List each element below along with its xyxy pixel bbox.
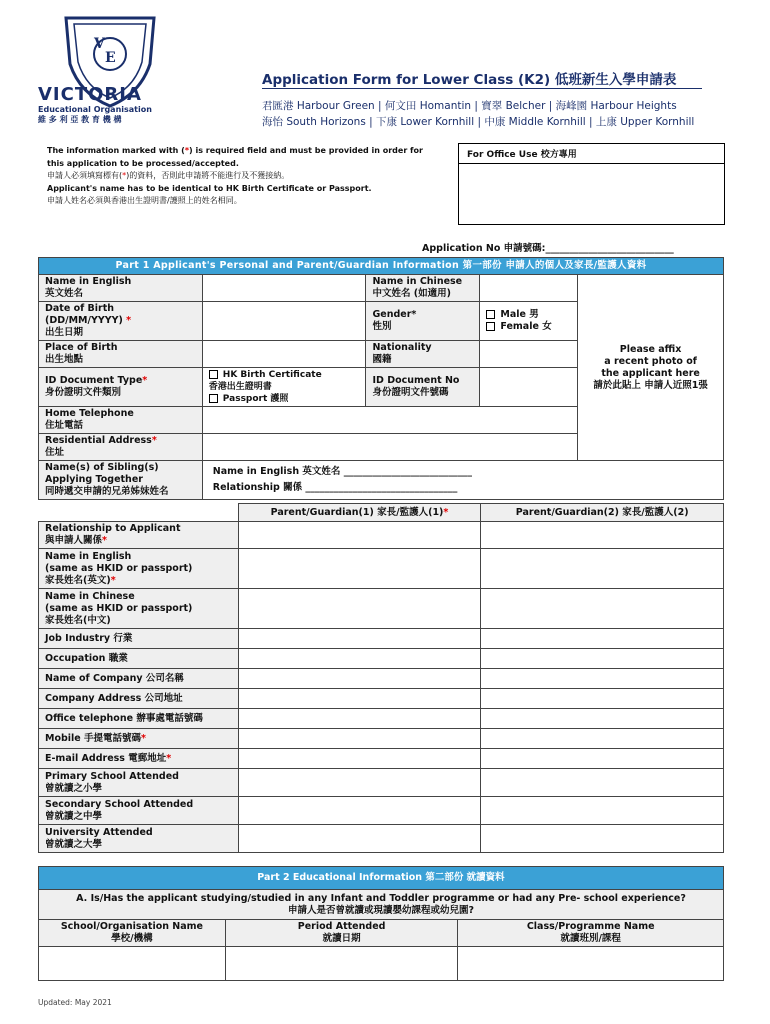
- name-en-field[interactable]: [202, 275, 366, 302]
- parent-row-label: Secondary School Attended 曾就讀之中學: [39, 797, 239, 825]
- parent-row-label: University Attended 曾就讀之大學: [39, 825, 239, 853]
- period-field[interactable]: [225, 947, 458, 981]
- parent-row: [39, 797, 724, 825]
- branches-line-1: 君匯港 Harbour Green | 何文田 Homantin | 寶翠 Belcher | 海峰園 Harbour Heights: [262, 100, 677, 112]
- part1-header: Part 1 Applicant's Personal and Parent/Guardian Information 第一部份 申請人的個人及家長/監護人資料: [39, 258, 724, 275]
- female-option[interactable]: Female 女: [486, 321, 571, 333]
- parent2-field[interactable]: [481, 797, 724, 825]
- parent-row: [39, 825, 724, 853]
- parent2-field[interactable]: [481, 549, 724, 589]
- org-chinese: 維 多 利 亞 教 育 機 構: [38, 115, 122, 124]
- gender-options: [480, 302, 578, 341]
- id-no-label: ID Document No 身份證明文件號碼: [366, 368, 480, 407]
- parent-row: [39, 549, 724, 589]
- school-field[interactable]: [39, 947, 226, 981]
- parent1-field[interactable]: [238, 649, 481, 669]
- blank-corner: [39, 504, 239, 522]
- dob-label: Date of Birth (DD/MM/YYYY) * 出生日期: [39, 302, 203, 341]
- parent-row: [39, 749, 724, 769]
- note-line-1: The information marked with (*) is required field and must be provided in order for this application to be processed/accepted.: [47, 146, 423, 168]
- parent2-field[interactable]: [481, 689, 724, 709]
- parent-row: [39, 629, 724, 649]
- footer-updated: Updated: May 2021: [38, 998, 112, 1007]
- parent-row: [39, 669, 724, 689]
- sibling-name-field[interactable]: Name in English 英文姓名 ___________________________: [212, 466, 472, 477]
- sibling-relationship-field[interactable]: Relationship 關係 ________________________________: [212, 482, 458, 493]
- parent1-header: Parent/Guardian(1) 家長/監護人(1)*: [238, 504, 481, 522]
- parent1-field[interactable]: [238, 669, 481, 689]
- home-tel-field[interactable]: [202, 407, 577, 434]
- photo-box: [578, 275, 724, 461]
- parent-row: [39, 649, 724, 669]
- parent1-field[interactable]: [238, 629, 481, 649]
- nationality-label: Nationality 國籍: [366, 341, 480, 368]
- org-name-block: [38, 84, 178, 125]
- parent1-field[interactable]: [238, 797, 481, 825]
- checkbox-icon[interactable]: [486, 310, 495, 319]
- branches: [262, 98, 694, 130]
- parent-row-label: Job Industry 行業: [39, 629, 239, 649]
- parent-row: [39, 729, 724, 749]
- org-subtitle: Educational Organisation: [38, 105, 152, 114]
- org-name: VICTORIA: [38, 84, 142, 105]
- parent2-field[interactable]: [481, 749, 724, 769]
- application-no[interactable]: Application No 申請號碼:___________________________: [422, 243, 674, 254]
- parent1-field[interactable]: [238, 729, 481, 749]
- note-line-2: 申請人必須填寫標有(*)的資料，否則此申請將不能進行及不獲接納。: [47, 171, 290, 180]
- shield-letter-e: E: [105, 50, 116, 66]
- parent1-field[interactable]: [238, 689, 481, 709]
- parent-row-label: Relationship to Applicant 與申請人關係*: [39, 522, 239, 549]
- id-type-label: ID Document Type* 身份證明文件類別: [39, 368, 203, 407]
- id-no-field[interactable]: [480, 368, 578, 407]
- school-col-header: School/Organisation Name 學校/機構: [39, 920, 226, 947]
- sibling-fields: [202, 461, 723, 500]
- parent2-field[interactable]: [481, 769, 724, 797]
- parent2-field[interactable]: [481, 825, 724, 853]
- checkbox-icon[interactable]: [209, 370, 218, 379]
- parent1-field[interactable]: [238, 825, 481, 853]
- parent1-field[interactable]: [238, 709, 481, 729]
- hkbc-option[interactable]: HK Birth Certificate 香港出生證明書: [208, 370, 322, 392]
- part1-table: [38, 257, 724, 500]
- gender-label: Gender* 性別: [366, 302, 480, 341]
- parent2-field[interactable]: [481, 669, 724, 689]
- parent1-field[interactable]: [238, 749, 481, 769]
- parent-row: [39, 522, 724, 549]
- res-addr-field[interactable]: [202, 434, 577, 461]
- parent2-field[interactable]: [481, 589, 724, 629]
- form-title: Application Form for Lower Class (K2) 低班新生入學申請表: [262, 72, 677, 88]
- parent-row: [39, 709, 724, 729]
- class-field[interactable]: [458, 947, 724, 981]
- parent-row: [39, 589, 724, 629]
- parent1-field[interactable]: [238, 589, 481, 629]
- passport-option[interactable]: Passport 護照: [209, 393, 360, 405]
- nationality-field[interactable]: [480, 341, 578, 368]
- note-line-3: Applicant's name has to be identical to HK Birth Certificate or Passport.: [47, 183, 372, 193]
- part2-question: A. Is/Has the applicant studying/studied in any Infant and Toddler programme or had any Pre- school experience? 申請人是否曾就讀或現讀嬰幼課程或幼兒園?: [39, 890, 724, 920]
- parent-row-label: Office telephone 辦事處電話號碼: [39, 709, 239, 729]
- parent-row-label: Company Address 公司地址: [39, 689, 239, 709]
- instructions: [47, 145, 442, 208]
- home-tel-label: Home Telephone 住址電話: [39, 407, 203, 434]
- parent-row-label: Primary School Attended 曾就讀之小學: [39, 769, 239, 797]
- checkbox-icon[interactable]: [486, 322, 495, 331]
- name-zh-label: Name in Chinese 中文姓名 (如適用): [366, 275, 480, 302]
- parent1-field[interactable]: [238, 522, 481, 549]
- parent2-field[interactable]: [481, 629, 724, 649]
- class-col-header: Class/Programme Name 就讀班別/課程: [458, 920, 724, 947]
- office-use-box: [458, 143, 725, 225]
- parent-row-label: Occupation 職業: [39, 649, 239, 669]
- name-en-label: Name in English 英文姓名: [39, 275, 203, 302]
- parent1-field[interactable]: [238, 549, 481, 589]
- parent-row-label: E-mail Address 電郵地址*: [39, 749, 239, 769]
- photo-instructions: Please affix a recent photo of the applicant here 請於此貼上 申請人近照1張: [593, 343, 708, 391]
- branches-line-2: 海怡 South Horizons | 下康 Lower Kornhill | 中康 Middle Kornhill | 上康 Upper Kornhill: [262, 116, 695, 128]
- name-zh-field[interactable]: [480, 275, 578, 302]
- parent-row: [39, 769, 724, 797]
- parent2-header: Parent/Guardian(2) 家長/監護人(2): [481, 504, 724, 522]
- res-addr-label: Residential Address* 住址: [39, 434, 203, 461]
- parent-row-label: Name in Chinese (same as HKID or passport) 家長姓名(中文): [39, 589, 239, 629]
- pob-label: Place of Birth 出生地點: [39, 341, 203, 368]
- parent1-field[interactable]: [238, 769, 481, 797]
- parent2-field[interactable]: [481, 649, 724, 669]
- shield-letter-v: V: [94, 36, 105, 52]
- id-type-options: [202, 368, 366, 407]
- sibling-label: Name(s) of Sibling(s) Applying Together 同時遞交申請的兄弟姊妹姓名: [39, 461, 203, 500]
- office-use-label: For Office Use 校方專用: [459, 144, 724, 164]
- parent2-field[interactable]: [481, 522, 724, 549]
- dob-field[interactable]: [202, 302, 366, 341]
- parent-row-label: Name in English (same as HKID or passport) 家長姓名(英文)*: [39, 549, 239, 589]
- part2-table: [38, 866, 724, 981]
- parent-row-label: Mobile 手提電話號碼*: [39, 729, 239, 749]
- male-option[interactable]: Male 男: [486, 309, 571, 321]
- checkbox-icon[interactable]: [209, 394, 218, 403]
- parent-row: [39, 689, 724, 709]
- parent-row-label: Name of Company 公司名稱: [39, 669, 239, 689]
- period-col-header: Period Attended 就讀日期: [225, 920, 458, 947]
- parent2-field[interactable]: [481, 729, 724, 749]
- parent-table: [38, 503, 724, 853]
- part2-header: Part 2 Educational Information 第二部份 就讀資料: [39, 867, 724, 890]
- title-rule: [262, 88, 702, 89]
- note-line-4: 申請人姓名必須與香港出生證明書/護照上的姓名相同。: [47, 196, 242, 205]
- pob-field[interactable]: [202, 341, 366, 368]
- parent2-field[interactable]: [481, 709, 724, 729]
